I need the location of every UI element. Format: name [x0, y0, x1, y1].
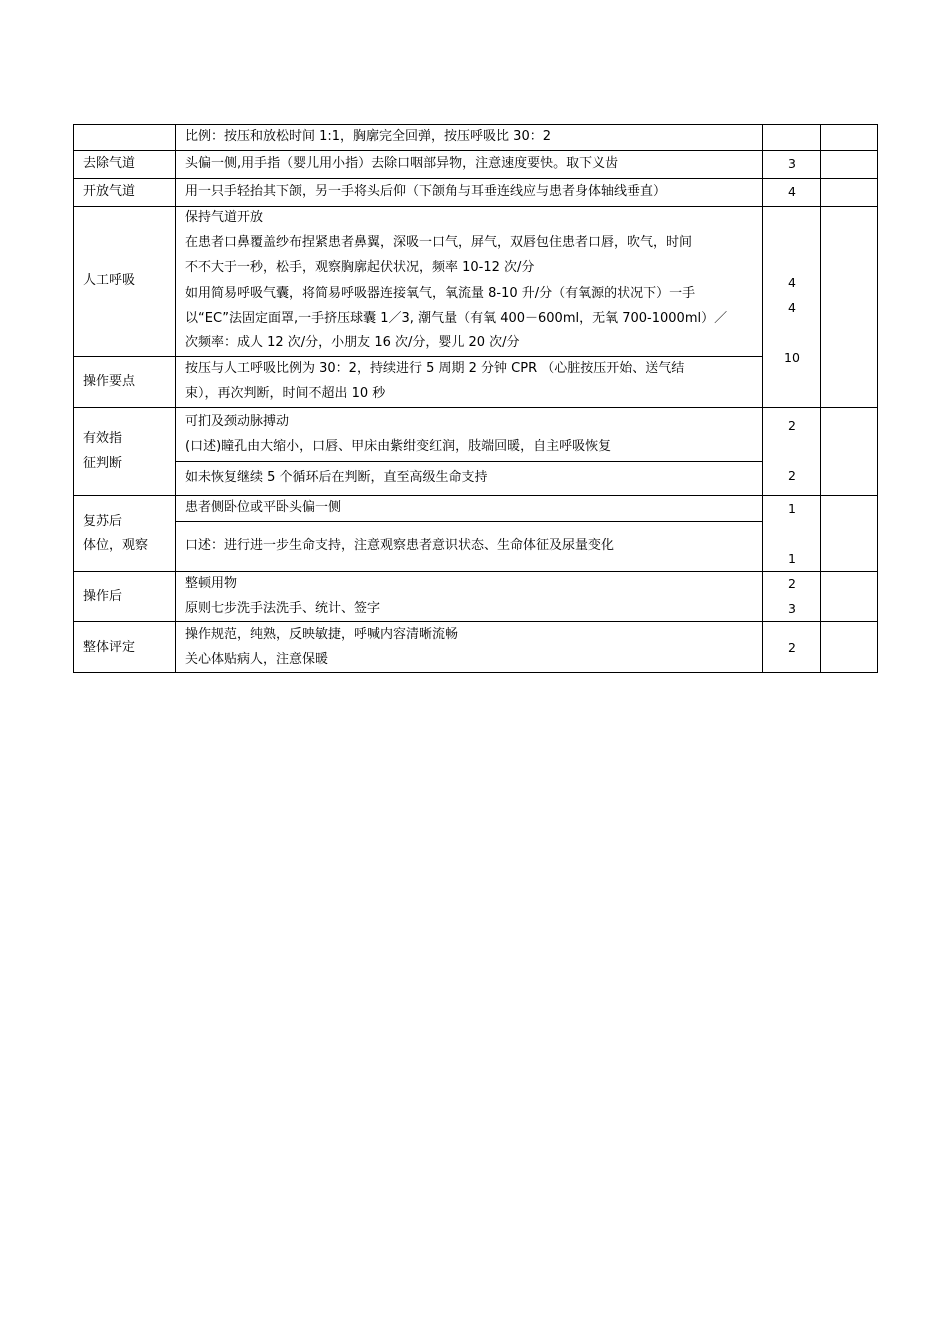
table-cell-category: 复苏后 — [83, 514, 123, 529]
table-cell-content: 关心体贴病人，注意保暖 — [185, 652, 329, 667]
table-cell-content: 不不大于一秒，松手，观察胸廓起伏状况，频率 10-12 次/分 — [185, 260, 535, 275]
table-cell-score: 3 — [788, 601, 796, 616]
table-cell-score: 2 — [788, 468, 796, 483]
table-cell-content: 用一只手轻抬其下颌，另一手将头后仰（下颌角与耳垂连线应与患者身体轴线垂直） — [185, 184, 667, 199]
row-divider — [73, 571, 878, 572]
table-cell-content: 头偏一侧,用手指（婴儿用小指）去除口咽部异物，注意速度要快。取下义齿 — [185, 156, 619, 171]
row-divider — [73, 407, 878, 408]
row-divider — [175, 521, 763, 522]
row-divider — [73, 495, 878, 496]
table-cell-category: 有效指 — [83, 431, 123, 446]
table-cell-content: 整顿用物 — [185, 576, 238, 591]
table-cell-category: 征判断 — [83, 456, 123, 471]
table-cell-content: 在患者口鼻覆盖纱布捏紧患者鼻翼，深吸一口气，屏气，双唇包住患者口唇，吹气，时间 — [185, 235, 693, 250]
table-cell-category: 体位，观察 — [83, 538, 149, 553]
row-divider — [73, 621, 878, 622]
table-cell-content: 可扪及颈动脉搏动 — [185, 414, 290, 429]
table-cell-content: 患者侧卧位或平卧头偏一侧 — [185, 500, 342, 515]
table-cell-score: 3 — [788, 156, 796, 171]
table-cell-category: 操作要点 — [83, 374, 136, 389]
table-cell-content: 束），再次判断，时间不超出 10 秒 — [185, 386, 386, 401]
table-cell-score: 2 — [788, 640, 796, 655]
table-cell-content: 以“EC”法固定面罩,一手挤压球囊 1／3, 潮气量（有氧 400－600ml，无氧 700-1000ml）／ — [185, 311, 728, 326]
table-cell-content: 按压与人工呼吸比例为 30：2，持续进行 5 周期 2 分钟 CPR （心脏按压开始、送气结 — [185, 361, 685, 376]
table-cell-category: 人工呼吸 — [83, 273, 136, 288]
table-cell-category: 开放气道 — [83, 184, 136, 199]
table-cell-content: 比例：按压和放松时间 1:1，胸廓完全回弹，按压呼吸比 30：2 — [185, 129, 551, 144]
table-cell-score: 1 — [788, 501, 796, 516]
table-cell-category: 操作后 — [83, 589, 123, 604]
table-cell-category: 整体评定 — [83, 640, 136, 655]
table-cell-content: 口述：进行进一步生命支持，注意观察患者意识状态、生命体征及尿量变化 — [185, 538, 615, 553]
table-border-top — [73, 124, 878, 125]
table-cell-score: 10 — [784, 350, 800, 365]
table-border-bottom — [73, 672, 878, 673]
table-cell-score: 4 — [788, 184, 796, 199]
table-cell-score: 1 — [788, 551, 796, 566]
row-divider — [175, 461, 763, 462]
table-cell-score: 4 — [788, 300, 796, 315]
table-cell-score: 2 — [788, 576, 796, 591]
row-divider — [73, 178, 878, 179]
scoring-table — [73, 124, 878, 673]
table-cell-content: (口述)瞳孔由大缩小，口唇、甲床由紫绀变红润，肢端回暖，自主呼吸恢复 — [185, 439, 612, 454]
table-cell-content: 如未恢复继续 5 个循环后在判断，直至高级生命支持 — [185, 470, 488, 485]
table-cell-content: 如用简易呼吸气囊，将简易呼吸器连接氧气，氧流量 8-10 升/分（有氧源的状况下）一手 — [185, 286, 696, 301]
row-divider — [73, 150, 878, 151]
row-divider — [73, 356, 763, 357]
table-cell-content: 次频率：成人 12 次/分，小朋友 16 次/分，婴儿 20 次/分 — [185, 335, 520, 350]
table-cell-content: 原则七步洗手法洗手、统计、签字 — [185, 601, 381, 616]
table-cell-score: 4 — [788, 275, 796, 290]
table-cell-content: 保持气道开放 — [185, 210, 264, 225]
row-divider — [73, 206, 878, 207]
table-cell-category: 去除气道 — [83, 156, 136, 171]
table-cell-content: 操作规范，纯熟，反映敏捷，呼喊内容清晰流畅 — [185, 627, 459, 642]
table-cell-score: 2 — [788, 418, 796, 433]
